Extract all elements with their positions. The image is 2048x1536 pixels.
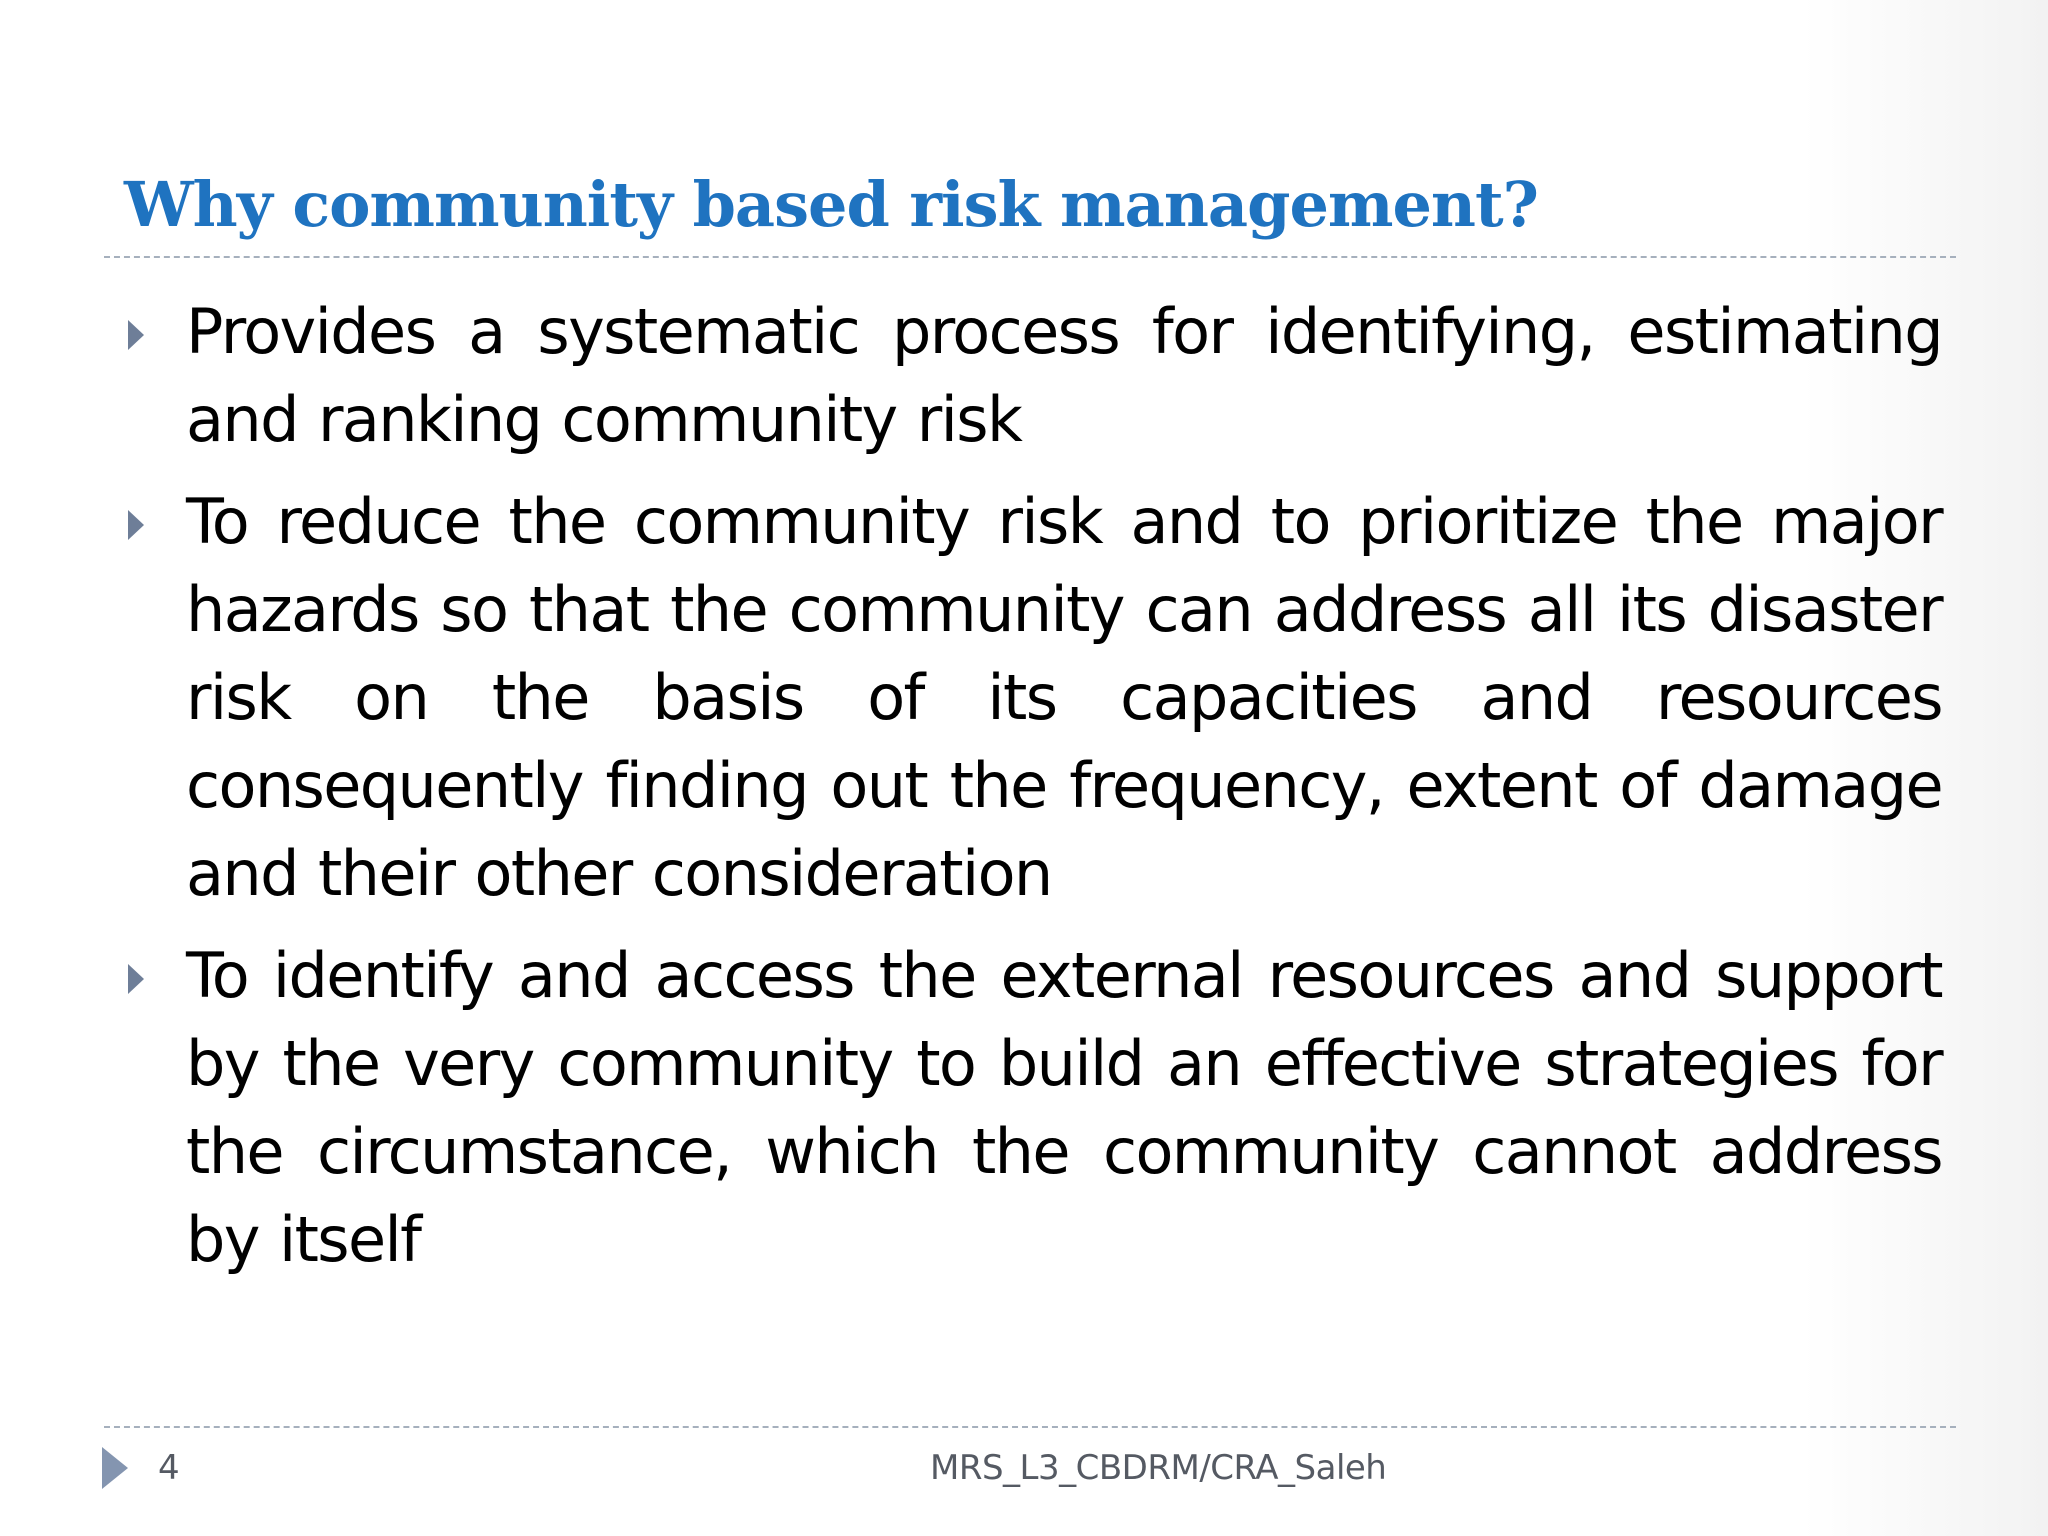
bullet-item <box>124 478 1942 918</box>
bullet-text: To identify and access the external resources and support by the very community to build an effective strategies for the circumstance, which the community cannot address by itself <box>186 939 1942 1276</box>
bullet-text: Provides a systematic process for identifying, estimating and ranking community risk <box>186 295 1942 456</box>
footer-divider <box>104 1426 1956 1428</box>
bullet-text: To reduce the community risk and to prioritize the major hazards so that the community can address all its disaster risk on the basis of its capacities and resources consequently finding out the frequency, extent of damage and their other consideration <box>186 485 1942 910</box>
bullet-list <box>124 288 1942 1298</box>
footer-play-icon <box>102 1447 128 1489</box>
triangle-bullet-icon <box>128 320 144 350</box>
bullet-item <box>124 288 1942 464</box>
footer-caption: MRS_L3_CBDRM/CRA_Saleh <box>930 1448 1387 1488</box>
title-divider <box>104 256 1956 258</box>
triangle-bullet-icon <box>128 964 144 994</box>
page-number: 4 <box>158 1448 180 1488</box>
bullet-item <box>124 932 1942 1284</box>
triangle-bullet-icon <box>128 510 144 540</box>
slide-title: Why community based risk management? <box>124 168 1538 241</box>
